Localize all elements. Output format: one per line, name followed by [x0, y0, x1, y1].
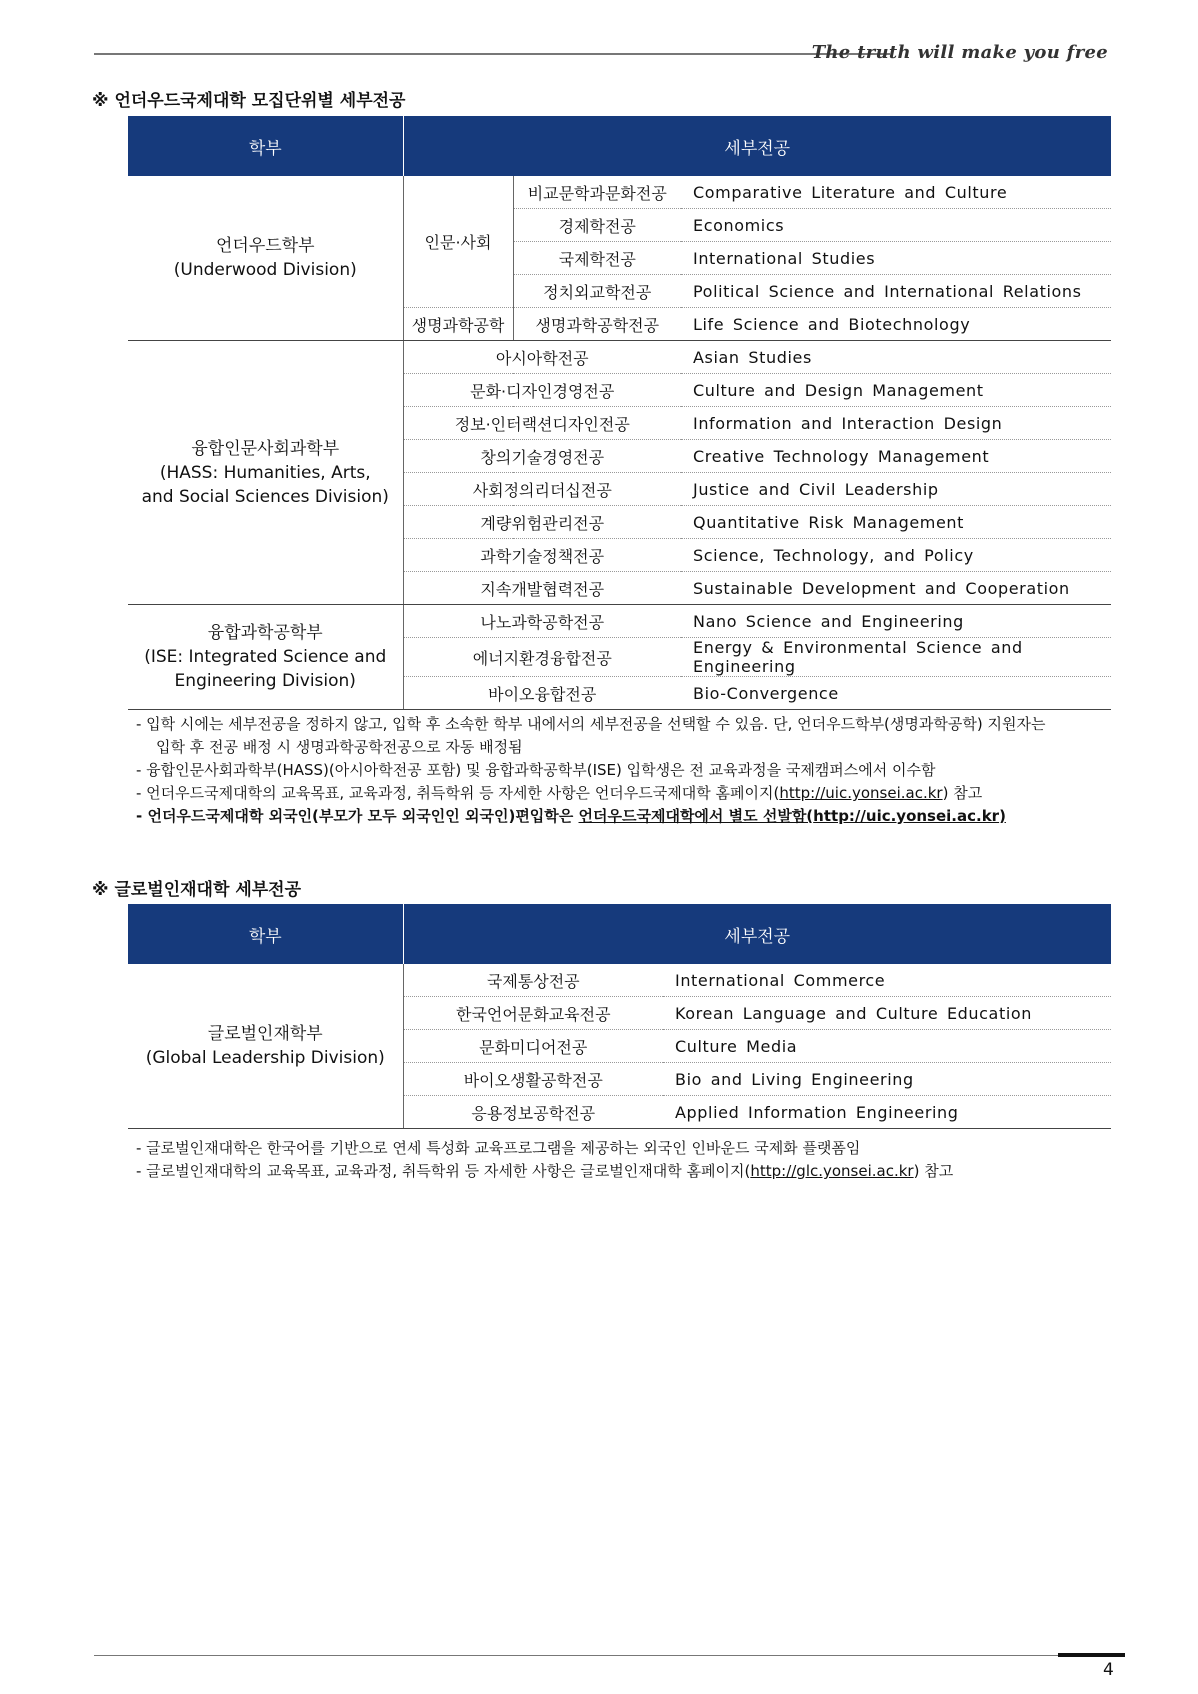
note-text: ) 참고	[913, 1162, 954, 1180]
track-humanities: 인문·사회	[403, 176, 513, 308]
major-en: Culture Media	[663, 1030, 1111, 1063]
note-line	[136, 805, 1045, 828]
division-line: Engineering Division)	[174, 671, 356, 691]
uic-homepage-link[interactable]: http://uic.yonsei.ac.kr	[813, 807, 1000, 825]
major-ko: 지속개발협력전공	[403, 572, 681, 605]
major-ko: 국제학전공	[513, 242, 681, 275]
major-ko: 나노과학공학전공	[403, 605, 681, 638]
glc-notes	[136, 1137, 953, 1183]
major-en: Korean Language and Culture Education	[663, 997, 1111, 1030]
uic-notes	[136, 713, 1045, 828]
major-en: Justice and Civil Leadership	[681, 473, 1111, 506]
major-en: Culture and Design Management	[681, 374, 1111, 407]
uic-section-title: ※ 언더우드국제대학 모집단위별 세부전공	[92, 91, 406, 111]
underwood-division-cell	[128, 176, 403, 341]
major-ko: 아시아학전공	[403, 341, 681, 374]
division-line: (HASS: Humanities, Arts,	[159, 462, 371, 483]
note-text: ) 참고	[942, 784, 983, 802]
major-en: Information and Interaction Design	[681, 407, 1111, 440]
header-rule	[94, 53, 890, 55]
major-en: Bio-Convergence	[681, 677, 1111, 710]
division-name-ko: 언더우드학부	[215, 236, 315, 256]
glc-section-title: ※ 글로벌인재대학 세부전공	[92, 880, 302, 900]
glc-col-major: 세부전공	[403, 904, 1111, 964]
division-line: (ISE: Integrated Science and	[144, 647, 387, 667]
note-text: - 언더우드국제대학 외국인(부모가 모두 외국인인 외국인)편입학은	[136, 807, 579, 825]
uic-homepage-link[interactable]: http://uic.yonsei.ac.kr	[779, 784, 943, 802]
note-line	[136, 782, 1045, 805]
major-en: Science, Technology, and Policy	[681, 539, 1111, 572]
note-line: - 융합인문사회과학부(HASS)(아시아학전공 포함) 및 융합과학공학부(ISE) 입학생은 전 교육과정을 국제캠퍼스에서 이수함	[136, 761, 936, 779]
footer-rule	[94, 1655, 1110, 1656]
table-row	[128, 341, 1111, 374]
major-en: Bio and Living Engineering	[663, 1063, 1111, 1096]
major-ko: 바이오생활공학전공	[403, 1063, 663, 1096]
major-ko: 창의기술경영전공	[403, 440, 681, 473]
major-ko: 계량위험관리전공	[403, 506, 681, 539]
note-line	[136, 1160, 953, 1183]
division-line: 융합과학공학부	[207, 623, 323, 643]
uic-col-major: 세부전공	[403, 116, 1111, 176]
note-text: - 언더우드국제대학의 교육목표, 교육과정, 취득학위 등 자세한 사항은 언더우드국제대학 홈페이지(	[136, 784, 780, 802]
track-life-science: 생명과학공학	[403, 308, 513, 341]
major-en: Sustainable Development and Cooperation	[681, 572, 1111, 605]
major-ko: 한국언어문화교육전공	[403, 997, 663, 1030]
major-en: Nano Science and Engineering	[681, 605, 1111, 638]
major-en: Applied Information Engineering	[663, 1096, 1111, 1129]
note-text: - 글로벌인재대학의 교육목표, 교육과정, 취득학위 등 자세한 사항은 글로벌인재대학 홈페이지(	[136, 1162, 751, 1180]
division-name-ko: 글로벌인재학부	[207, 1024, 323, 1044]
major-ko: 정치외교학전공	[513, 275, 681, 308]
major-ko: 생명과학공학전공	[513, 308, 681, 341]
division-line: and Social Sciences Division)	[141, 486, 389, 507]
note-line: 입학 후 전공 배정 시 생명과학공학전공으로 자동 배정됨	[156, 738, 523, 756]
major-en: International Studies	[681, 242, 1111, 275]
division-line: 융합인문사회과학부	[191, 438, 340, 459]
major-en: Asian Studies	[681, 341, 1111, 374]
table-row	[128, 176, 1111, 209]
major-en: Comparative Literature and Culture	[681, 176, 1111, 209]
major-ko: 바이오융합전공	[403, 677, 681, 710]
major-ko: 경제학전공	[513, 209, 681, 242]
major-ko: 국제통상전공	[403, 964, 663, 997]
division-name-en: (Underwood Division)	[173, 260, 357, 280]
page-number: 4	[1103, 1660, 1114, 1680]
major-ko: 과학기술정책전공	[403, 539, 681, 572]
glc-homepage-link[interactable]: http://glc.yonsei.ac.kr	[750, 1162, 914, 1180]
footer-accent-bar	[1058, 1653, 1125, 1657]
major-ko: 비교문학과문화전공	[513, 176, 681, 209]
note-text: )	[999, 807, 1006, 825]
glc-majors-table	[128, 904, 1111, 1129]
major-ko: 에너지환경융합전공	[403, 638, 681, 677]
uic-majors-table	[128, 116, 1111, 710]
glc-division-cell	[128, 964, 403, 1129]
uic-col-division: 학부	[128, 116, 403, 176]
major-en: Quantitative Risk Management	[681, 506, 1111, 539]
major-en: International Commerce	[663, 964, 1111, 997]
major-ko: 정보·인터랙션디자인전공	[403, 407, 681, 440]
major-ko: 문화·디자인경영전공	[403, 374, 681, 407]
major-ko: 문화미디어전공	[403, 1030, 663, 1063]
ise-division-cell	[128, 605, 403, 710]
table-row	[128, 605, 1111, 638]
hass-division-cell	[128, 341, 403, 605]
major-ko: 사회정의리더십전공	[403, 473, 681, 506]
note-line: - 글로벌인재대학은 한국어를 기반으로 연세 특성화 교육프로그램을 제공하는 외국인 인바운드 국제화 플랫폼임	[136, 1139, 861, 1157]
major-en: Political Science and International Relations	[681, 275, 1111, 308]
table-row	[128, 964, 1111, 997]
major-en: Creative Technology Management	[681, 440, 1111, 473]
major-en: Energy & Environmental Science and Engineering	[681, 638, 1111, 677]
note-text: 언더우드국제대학에서 별도 선발함(	[578, 807, 814, 825]
division-name-en: (Global Leadership Division)	[145, 1048, 385, 1068]
note-line: - 입학 시에는 세부전공을 정하지 않고, 입학 후 소속한 학부 내에서의 세부전공을 선택할 수 있음. 단, 언더우드학부(생명과학공학) 지원자는	[136, 715, 1046, 733]
header-motto: The truth will make you free	[811, 42, 1108, 63]
major-ko: 응용정보공학전공	[403, 1096, 663, 1129]
major-en: Life Science and Biotechnology	[681, 308, 1111, 341]
glc-col-division: 학부	[128, 904, 403, 964]
major-en: Economics	[681, 209, 1111, 242]
